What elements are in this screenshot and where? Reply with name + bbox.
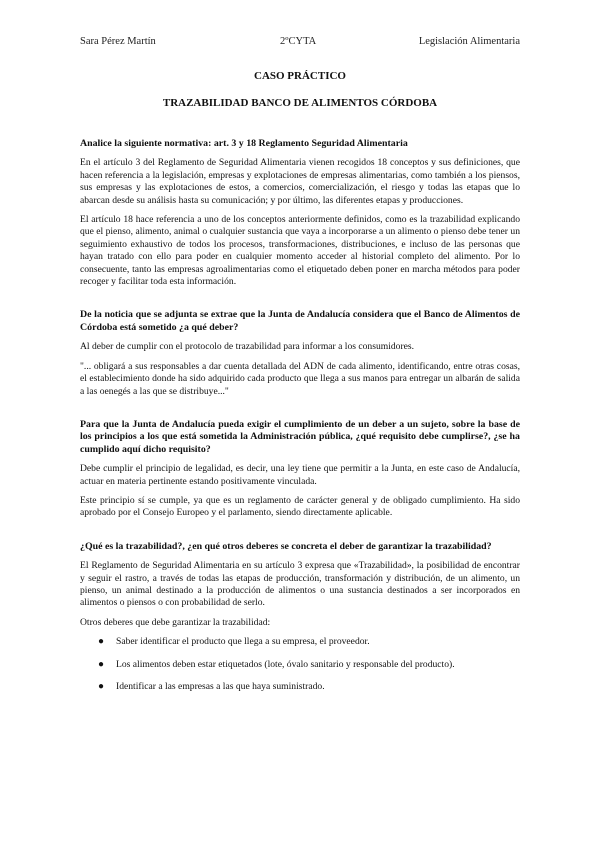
document-title: CASO PRÁCTICO <box>254 70 346 82</box>
list-item <box>80 681 520 693</box>
answer-4-paragraph-2: Otros deberes que debe garantizar la trazabilidad: <box>80 616 271 628</box>
question-2: De la noticia que se adjunta se extrae que la Junta de Andalucía considera que el Banco de Alimentos de Córdoba está sometido ¿a qué deber? <box>80 309 520 333</box>
bullet-icon: ● <box>98 636 105 648</box>
question-4: ¿Qué es la trazabilidad?, ¿en qué otros deberes se concreta el deber de garantizar la trazabilidad? <box>80 540 492 552</box>
header-course: 2ºCYTA <box>280 36 317 47</box>
answer-2-quote: "... obligará a sus responsables a dar cuenta detallada del ADN de cada alimento, identificando, entre otras cosas, el establecimiento donde ha sido adquirido cada producto que llega a sus manos para entregar un albarán de salida a las oenegés a las que se distribuye..." <box>80 360 520 397</box>
answer-4-paragraph-1: El Reglamento de Seguridad Alimentaria en su artículo 3 expresa que «Trazabilidad», la posibilidad de encontrar y seguir el rastro, a través de todas las etapas de producción, transformación y distribución, de un alimento, un pienso, un animal destinado a la producción de alimentos o una sustancia destinados a ser incorporados en alimentos o piensos o con probabilidad de serlo. <box>80 560 520 609</box>
question-1: Analice la siguiente normativa: art. 3 y 18 Reglamento Seguridad Alimentaria <box>80 138 408 149</box>
list-item-text: Identificar a las empresas a las que haya suministrado. <box>116 681 325 692</box>
answer-3-paragraph-1: Debe cumplir el principio de legalidad, es decir, una ley tiene que permitir a la Junta, en este caso de Andalucía, actuar en materia pertinente estando positivamente vinculada. <box>80 463 520 487</box>
question-3: Para que la Junta de Andalucía pueda exigir el cumplimiento de un deber a un sujeto, sobre la base de los principios a los que está sometida la Administración pública, ¿qué requisito debe cumplirse?, ¿se ha cumplido aquí dicho requisito? <box>80 418 520 455</box>
answer-1-paragraph-1: En el artículo 3 del Reglamento de Seguridad Alimentaria vienen recogidos 18 conceptos y sus definiciones, que hacen referencia a la legislación, empresas y explotaciones de empresas alimentarias, como también a los piensos, sus empresas y las explotaciones de estos, a comercios, comercialización, el riesgo y todas las etapas que lo abarcan desde su análisis hasta su comunicación; y por último, las diferentes etapas y producciones. <box>80 157 520 206</box>
header-author: Sara Pérez Martín <box>80 36 156 47</box>
answer-1-paragraph-2: El artículo 18 hace referencia a uno de los conceptos anteriormente definidos, como es la trazabilidad explicando que el pienso, alimento, animal o cualquier sustancia que vaya a incorporarse a un alimento o pienso debe tener un seguimiento exhaustivo de todos los procesos, transformaciones, distribuciones, e incluso de las personas que hayan tratado con ello para poder en cualquier momento acceder al historial completo del alimento. Por lo consecuente, tanto las empresas agroalimentarias como el etiquetado deben poner en marcha métodos para poder recoger y facilitar toda esta información. <box>80 214 520 288</box>
answer-3-paragraph-2: Este principio sí se cumple, ya que es un reglamento de carácter general y de obligado cumplimiento. Ha sido aprobado por el Consejo Europeo y el parlamento, siendo directamente aplicable. <box>80 494 520 519</box>
bullet-icon: ● <box>98 681 105 692</box>
document-body <box>80 138 520 703</box>
list-item <box>80 659 520 671</box>
answer-2-paragraph-1: Al deber de cumplir con el protocolo de trazabilidad para informar a los consumidores. <box>80 341 415 353</box>
list-item-text: Los alimentos deben estar etiquetados (lote, óvalo sanitario y responsable del producto). <box>116 658 455 670</box>
list-item-text: Saber identificar el producto que llega a su empresa, el proveedor. <box>116 636 370 648</box>
bullet-icon: ● <box>98 658 105 670</box>
document-subtitle: TRAZABILIDAD BANCO DE ALIMENTOS CÓRDOBA <box>162 97 438 109</box>
list-item <box>80 636 520 648</box>
header-subject: Legislación Alimentaria <box>418 36 520 47</box>
duties-list <box>80 636 520 693</box>
